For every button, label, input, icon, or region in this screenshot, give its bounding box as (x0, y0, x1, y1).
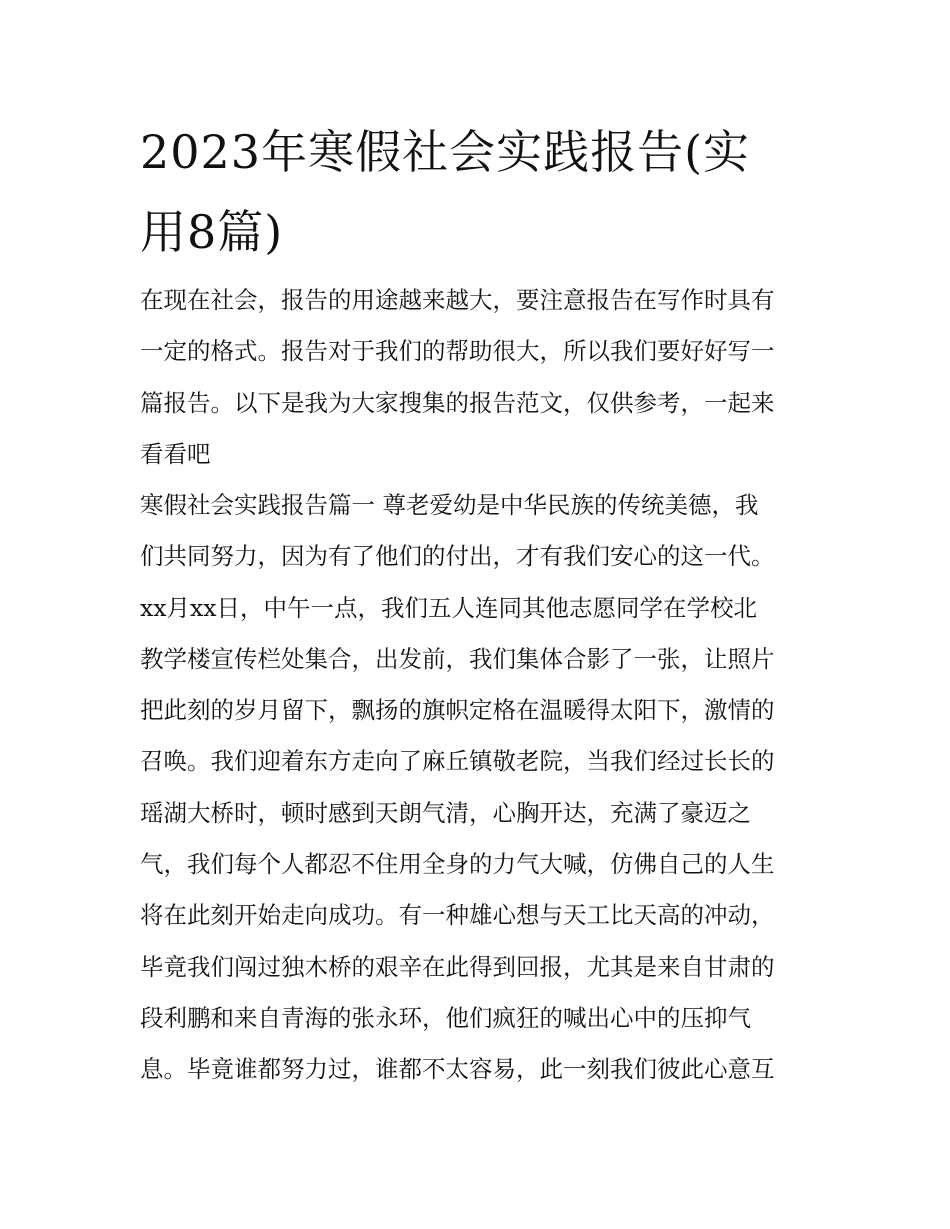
article-line: 息。毕竟谁都努力过，谁都不太容易，此一刻我们彼此心意互 (140, 1055, 775, 1084)
article-line: 召唤。我们迎着东方走向了麻丘镇敬老院，当我们经过长长的 (140, 747, 775, 776)
article-line: 教学楼宣传栏处集合，出发前，我们集体合影了一张，让照片 (140, 644, 775, 673)
document-title (140, 112, 820, 272)
article-line: 气，我们每个人都忍不住用全身的力气大喊，仿佛自己的人生 (140, 850, 775, 879)
article-line: 毕竟我们闯过独木桥的艰辛在此得到回报，尤其是来自甘肃的 (140, 952, 775, 981)
article-line: 瑶湖大桥时，顿时感到天朗气清，心胸开达，充满了豪迈之 (140, 798, 751, 827)
article-line: 将在此刻开始走向成功。有一种雄心想与天工比天高的冲动， (140, 901, 775, 930)
title-line-2: 用8篇) (140, 205, 284, 259)
intro-line: 在现在社会，报告的用途越来越大，要注意报告在写作时具有 (140, 286, 775, 314)
title-line-1: 2023年寒假社会实践报告(实 (140, 125, 751, 179)
article-line: 寒假社会实践报告篇一 尊老爱幼是中华民族的传统美德，我 (140, 491, 759, 519)
intro-line: 一定的格式。报告对于我们的帮助很大，所以我们要好好写一 (140, 337, 775, 366)
intro-line: 篇报告。以下是我为大家搜集的报告范文，仅供参考，一起来 (140, 388, 775, 417)
article-line: 们共同努力，因为有了他们的付出，才有我们安心的这一代。 (140, 542, 775, 571)
article-line: 段利鹏和来自青海的张永环，他们疯狂的喊出心中的压抑气 (140, 1003, 751, 1032)
article-line: xx月xx日，中午一点，我们五人连同其他志愿同学在学校北 (140, 593, 758, 622)
intro-line: 看看吧 (140, 439, 211, 468)
intro-paragraph (140, 275, 812, 480)
article-paragraph (140, 480, 812, 1096)
article-line: 把此刻的岁月留下，飘扬的旗帜定格在温暖得太阳下，激情的 (140, 696, 775, 725)
